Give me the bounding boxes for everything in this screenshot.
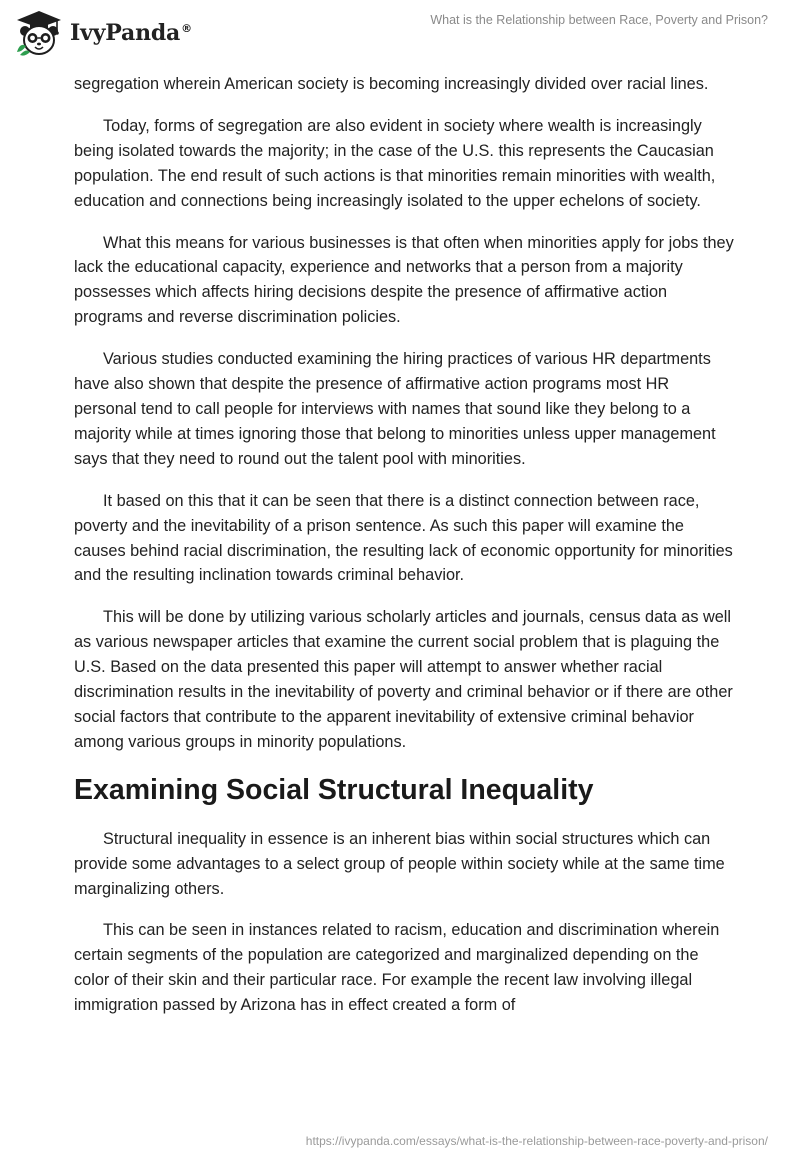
brand-name: IvyPanda®: [70, 20, 192, 46]
paragraph: This will be done by utilizing various scholarly articles and journals, census data as well as various newspaper articles that examine the current social problem that is plaguing the U.S. Based on the data presented this paper will attempt to answer whether racial discrimination results in the inevitability of poverty and criminal behavior or if there are other social factors that contribute to the apparent inevitability of extensive criminal behavior among various groups in minority populations.: [74, 608, 733, 751]
paragraph: What this means for various businesses is that often when minorities apply for jobs they lack the educational capacity, experience and networks that a person from a majority possesses which affects hiring decisions despite the presence of affirmative action programs and reverse discrimination policies.: [74, 233, 734, 327]
document-title: What is the Relationship between Race, Poverty and Prison?: [430, 13, 768, 27]
source-url[interactable]: https://ivypanda.com/essays/what-is-the-relationship-between-race-poverty-and-prison/: [305, 1134, 768, 1148]
section-heading: Examining Social Structural Inequality: [74, 773, 594, 806]
paragraph-continued: segregation wherein American society is becoming increasingly divided over racial lines.: [74, 75, 709, 93]
paragraph: It based on this that it can be seen that there is a distinct connection between race, poverty and the inevitability of a prison sentence. As such this paper will examine the causes behind racial discrimination, the resulting lack of economic opportunity for minorities and the resulting inclination towards criminal behavior.: [74, 491, 733, 585]
panda-graduate-icon: [14, 8, 64, 58]
page-header: [0, 0, 800, 66]
registered-mark: ®: [181, 21, 192, 35]
paragraph: Various studies conducted examining the hiring practices of various HR departments have also shown that despite the presence of affirmative action programs most HR personal tend to call people for interviews with names that sound like they belong to a majority while at times ignoring those that belong to minorities unless upper management says that they need to round out the talent pool with minorities.: [74, 350, 716, 468]
paragraph: This can be seen in instances related to racism, education and discrimination wherein certain segments of the population are categorized and marginalized depending on the color of their skin and their particular race. For example the recent law involving illegal immigration passed by Arizona has in effect created a form of: [74, 921, 720, 1015]
essay-body: [74, 72, 734, 1035]
paragraph: Structural inequality in essence is an inherent bias within social structures which can provide some advantages to a select group of people within society while at the same time marginalizing others.: [74, 829, 725, 898]
brand-logo[interactable]: [14, 8, 192, 58]
paragraph: Today, forms of segregation are also evident in society where wealth is increasingly being isolated towards the majority; in the case of the U.S. this represents the Caucasian population. The end result of such actions is that minorities remain minorities with wealth, education and connections being increasingly isolated to the upper echelons of society.: [74, 116, 716, 210]
